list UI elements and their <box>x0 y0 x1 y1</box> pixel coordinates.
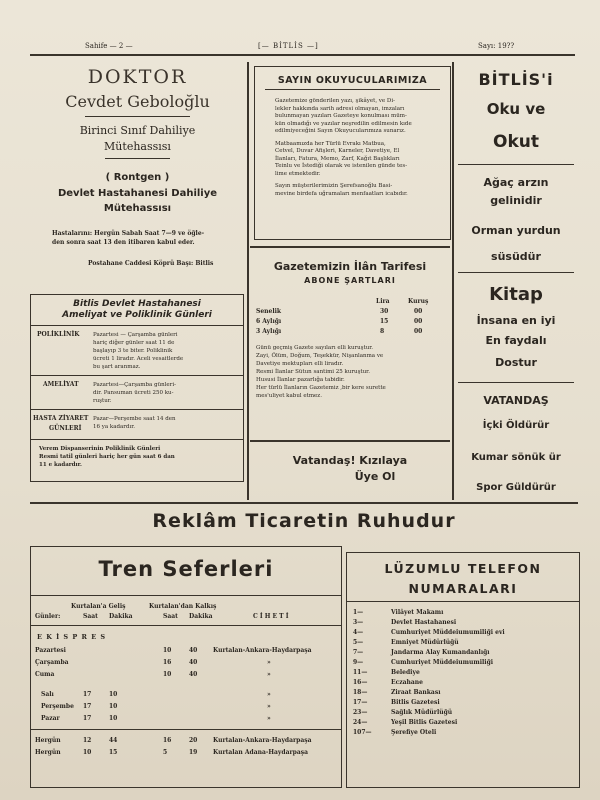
train-row-gelis-dakika: 10 <box>109 715 118 722</box>
kitap-label: Kitap <box>489 284 543 305</box>
train-row-direction: Kurtalan-Ankara-Haydarpaşa <box>213 737 312 744</box>
doctor-hospital-1: Devlet Hastahanesi Dahiliye <box>57 188 218 199</box>
train-row-day: Hergün <box>35 749 61 756</box>
train-row-day: Pazartesi <box>35 647 66 654</box>
right-slogans <box>456 62 576 502</box>
dispensary-text: Verem Dispanserinin Poliklinik Günleri <box>39 446 161 452</box>
phone-name: Bitlis Gazetesi <box>391 699 440 706</box>
tariff-note: Hususi İlanlar pazarlığa tabidir. <box>256 377 345 383</box>
tariff-row-kurus: 00 <box>414 308 423 315</box>
train-row-gelis-saat: 10 <box>83 749 92 756</box>
col-dakika: Dakika <box>189 613 213 620</box>
train-row-day: Cuma <box>35 671 55 678</box>
doctor-title: DOKTOR <box>87 66 188 88</box>
phone-row <box>353 637 575 647</box>
phone-row <box>353 677 575 687</box>
col-kurtalan-gelis: Kurtalan'a Geliş <box>71 603 126 610</box>
readers-notice-p3-1: Sayın müşterilerimizin Şerefsanoğlu Basi- <box>275 183 393 189</box>
phones-title-2: NUMARALARI <box>408 581 518 596</box>
poliklinik-label: POLİKLİNİK <box>37 331 80 338</box>
agac-line-2: gelinidir <box>490 194 542 207</box>
phone-number: 24— <box>353 719 368 726</box>
masthead-title: [— BİTLİS —] <box>258 42 319 50</box>
phone-name: Cumhuriyet Müddeiumumiliği evi <box>391 629 505 636</box>
tariff-row-lira: 8 <box>380 328 385 335</box>
vatandas-line-3: Spor Güldürür <box>476 482 556 493</box>
issue-number: Sayı: 19?? <box>478 42 515 50</box>
train-row-day: Çarşamba <box>35 659 69 666</box>
phone-number: 3— <box>353 619 364 626</box>
tariff-note: mes'uliyet kabul etmez. <box>256 393 322 399</box>
phones-title-1: LÜZUMLU TELEFON <box>384 561 542 576</box>
train-row-direction: » <box>267 703 271 710</box>
train-row-gelis-saat: 12 <box>83 737 92 744</box>
phone-row <box>353 617 575 627</box>
train-row-day: Perşembe <box>41 703 74 710</box>
tariff-row-label: 6 Aylığı <box>256 318 282 325</box>
doctor-hours-2: den sonra saat 13 den itibaren kabul eder. <box>52 239 195 246</box>
tariff-row-label: 3 Aylığı <box>256 328 282 335</box>
kitap-line-1: İnsana en iyi <box>476 314 556 327</box>
phone-row <box>353 687 575 697</box>
tariff-row-kurus: 00 <box>414 318 423 325</box>
phone-name: Yeşil Bitlis Gazetesi <box>391 719 458 726</box>
train-row-gelis-dakika: 44 <box>109 737 118 744</box>
col-saat: Saat <box>163 613 178 620</box>
phone-row <box>353 667 575 677</box>
phone-name: Belediye <box>391 669 420 676</box>
ekspres-label: E K İ S P R E S <box>37 633 107 641</box>
phone-name: Sağlık Müdürlüğü <box>391 709 453 716</box>
phone-number: 9— <box>353 659 364 666</box>
ziyaret-text: 16 ya kadardır. <box>93 424 135 430</box>
poliklinik-text: ücreti 1 liradır. Aceli vesaitlerde <box>93 356 184 362</box>
train-row-gelis-saat: 17 <box>83 715 92 722</box>
readers-notice-p2-1: Matbaamızda her Türlü Evrakı Matbua, <box>275 140 386 147</box>
doctor-hours-1: Hastalarını: Hergün Sabah Saat 7—9 ve öğle- <box>52 230 205 237</box>
phone-number: 5— <box>353 639 364 646</box>
rontgen-label: ( Rontgen ) <box>105 172 170 183</box>
train-row-direction: » <box>267 691 271 698</box>
ameliyat-text: dir. Pansuman ücreti 250 ku- <box>93 390 174 396</box>
doctor-name: Cevdet Geboloğlu <box>65 92 210 111</box>
kitap-line-3: Dostur <box>495 356 537 369</box>
phone-number: 4— <box>353 629 364 636</box>
train-row-kalkis-dakika: 40 <box>189 647 198 654</box>
train-row-direction: » <box>267 659 271 666</box>
phone-number: 107— <box>353 729 372 736</box>
ameliyat-text: ruştur. <box>93 398 112 404</box>
train-row-day: Hergün <box>35 737 61 744</box>
col-dakika: Dakika <box>109 613 133 620</box>
poliklinik-text: hariç diğer günler saat 11 de <box>93 340 175 346</box>
col-cihet: C İ H E T İ <box>253 613 289 620</box>
phone-name: Vilâyet Makamı <box>391 609 444 616</box>
train-row-direction: Kurtalan Adana-Haydarpaşa <box>213 749 308 756</box>
train-row-gelis-dakika: 10 <box>109 703 118 710</box>
page-number: Sahife — 2 — <box>85 42 133 50</box>
tariff-row-lira: 30 <box>380 308 389 315</box>
agac-line-4: süsüdür <box>491 250 541 263</box>
train-row-kalkis-dakika: 40 <box>189 659 198 666</box>
train-row-kalkis-saat: 5 <box>163 749 168 756</box>
phone-name: Jandarma Alay Kumandanlığı <box>391 649 490 656</box>
bitlis-label: BİTLİS'i <box>478 70 554 89</box>
readers-notice-title: SAYIN OKUYUCULARIMIZA <box>277 75 428 86</box>
phone-number: 23— <box>353 709 368 716</box>
readers-notice-p1-2: lekler hakkında sarih adresi olmayan, imzaları <box>275 105 405 112</box>
tariff-note: Günü geçmiş Gazete sayıları elli kuruştur. <box>256 345 374 351</box>
readers-notice-p3-2: mevine birdefa uğramaları menfaatları icabıdır. <box>275 190 408 197</box>
phone-number: 17— <box>353 699 368 706</box>
train-row-gelis-dakika: 10 <box>109 691 118 698</box>
train-row-kalkis-saat: 10 <box>163 671 172 678</box>
kizilay-line-1: Vatandaş! Kızılaya <box>292 454 408 467</box>
phone-name: Şerefiye Oteli <box>391 729 437 736</box>
vatandas-line-1: İçki Öldürür <box>482 420 550 431</box>
train-row-kalkis-dakika: 19 <box>189 749 198 756</box>
ameliyat-label: AMELİYAT <box>43 381 79 388</box>
phone-name: Devlet Hastahanesi <box>391 619 457 626</box>
train-row-day: Salı <box>41 691 54 698</box>
vatandas-label: VATANDAŞ <box>483 394 549 407</box>
train-row-direction: Kurtalan-Ankara-Haydarpaşa <box>213 647 312 654</box>
hospital-title-2: Ameliyat ve Poliklinik Günleri <box>62 310 212 320</box>
ad-tariff-subtitle: ABONE ŞARTLARI <box>304 276 396 285</box>
train-schedule <box>30 546 342 788</box>
phone-number: 11— <box>353 669 368 676</box>
phone-name: Emniyet Müdürlüğü <box>391 639 459 646</box>
ameliyat-text: Pazartesi—Çarşamba günleri- <box>93 382 176 388</box>
train-title: Tren Seferleri <box>98 557 274 581</box>
tariff-note: Zayi, Ölüm, Doğum, Teşekkür, Nişanlanma ve <box>256 353 384 359</box>
kizilay-line-2: Üye Ol <box>354 470 396 483</box>
poliklinik-text: Pazartesi — Çarşamba günleri <box>93 332 178 338</box>
train-row-kalkis-dakika: 20 <box>189 737 198 744</box>
col-gunler: Günler: <box>35 613 61 620</box>
train-row-kalkis-saat: 16 <box>163 659 172 666</box>
doctor-hospital-2: Mütehassısı <box>103 203 172 214</box>
poliklinik-text: başlayıp 3 te biter. Poliklinik <box>93 348 173 354</box>
doctor-address: Postahane Caddesi Köprü Başı: Bitlis <box>88 260 214 267</box>
doctor-ad <box>30 62 245 287</box>
okut-label: Okut <box>493 132 539 152</box>
phone-name: Eczahane <box>391 679 423 686</box>
phone-numbers <box>346 552 580 788</box>
readers-notice-p2-2: Cetvel, Duvar Afişleri, Karneler, Davetiye, El <box>275 148 400 154</box>
tariff-row-lira: 15 <box>380 318 389 325</box>
header-rule <box>30 54 575 56</box>
readers-notice-p2-3: İlanları, Fatura, Memo, Zarf, Kağıt Başlıkları <box>275 155 400 162</box>
phone-row <box>353 647 575 657</box>
phone-number: 16— <box>353 679 368 686</box>
poliklinik-text: bu şart aranmaz. <box>93 364 141 370</box>
ziyaret-label-1: HASTA ZİYARET <box>33 415 89 422</box>
phone-row <box>353 627 575 637</box>
train-row-kalkis-saat: 10 <box>163 647 172 654</box>
readers-notice-p1-5: edilmiyeceğini Sayın Okuyucularımıza sunarız. <box>275 128 406 134</box>
train-row-kalkis-saat: 16 <box>163 737 172 744</box>
phone-number: 1— <box>353 609 364 616</box>
ziyaret-text: Pazar—Perşembe saat 14 den <box>93 416 176 422</box>
phone-row <box>353 609 575 617</box>
tariff-note: Resmi İlanlar Sütun santimi 25 kuruştur. <box>256 369 370 375</box>
agac-line-3: Orman yurdun <box>471 224 561 237</box>
doctor-spec-2: Mütehassısı <box>104 140 171 153</box>
col-kurus: Kuruş <box>408 298 429 305</box>
hospital-box <box>30 294 244 482</box>
train-row-day: Pazar <box>41 715 60 722</box>
ad-tariff-title: Gazetemizin İlân Tarifesi <box>273 260 427 273</box>
tariff-row-kurus: 00 <box>414 328 423 335</box>
phone-name: Cumhuriyet Müddeiumumiliği <box>391 659 494 666</box>
train-row-gelis-saat: 17 <box>83 703 92 710</box>
train-row-kalkis-dakika: 40 <box>189 671 198 678</box>
oku-label: Oku ve <box>486 100 546 118</box>
col-saat: Saat <box>83 613 98 620</box>
readers-notice-p1-4: kün olmadığı ve yazılar neşredilin edilmesin kıde <box>275 120 412 127</box>
readers-notice <box>254 66 451 240</box>
phone-number: 7— <box>353 649 364 656</box>
slogan: Reklâm Ticaretin Ruhudur <box>152 510 456 532</box>
phone-name: Ziraat Bankası <box>391 689 441 696</box>
train-row-gelis-dakika: 15 <box>109 749 118 756</box>
phone-row <box>353 727 575 737</box>
kitap-line-2: En faydalı <box>485 334 547 347</box>
hospital-title-1: Bitlis Devlet Hastahanesi <box>73 299 201 309</box>
train-row-gelis-saat: 17 <box>83 691 92 698</box>
ziyaret-label-2: GÜNLERİ <box>49 425 82 432</box>
vatandas-line-2: Kumar sönük ür <box>471 452 561 463</box>
readers-notice-p1-1: Gazetemize gönderilen yazı, şikâyet, ve Di- <box>275 98 395 104</box>
phone-number: 18— <box>353 689 368 696</box>
phone-row <box>353 717 575 727</box>
dispensary-text: 11 e kadardır. <box>39 462 82 468</box>
agac-line-1: Ağaç arzın <box>483 176 549 189</box>
phone-row <box>353 707 575 717</box>
train-row-direction: » <box>267 715 271 722</box>
col-lira: Lira <box>376 298 390 305</box>
tariff-row-label: Senelik <box>256 308 282 315</box>
col-kurtalan-kalkis: Kurtalan'dan Kalkış <box>149 603 217 610</box>
dispensary-text: Resmi tatil günleri hariç her gün saat 6 dan <box>39 454 175 460</box>
ad-tariff <box>250 246 450 426</box>
readers-notice-p2-5: lime etmektedir. <box>275 170 321 177</box>
tariff-note: Davetiye mektupları elli liradır. <box>256 361 344 367</box>
readers-notice-p1-3: bulunmayan yazıları Gazeteye konulması müm- <box>275 113 407 119</box>
readers-notice-p2-4: Teinlu ve İstediği olarak ve istenilen günde tes- <box>275 163 408 169</box>
doctor-spec-1: Birinci Sınıf Dahiliye <box>79 124 196 137</box>
tariff-note: Her türlü İlanların Gazetemiz ,bir kere surette <box>256 385 386 391</box>
phone-row <box>353 657 575 667</box>
phone-row <box>353 697 575 707</box>
train-row-direction: » <box>267 671 271 678</box>
